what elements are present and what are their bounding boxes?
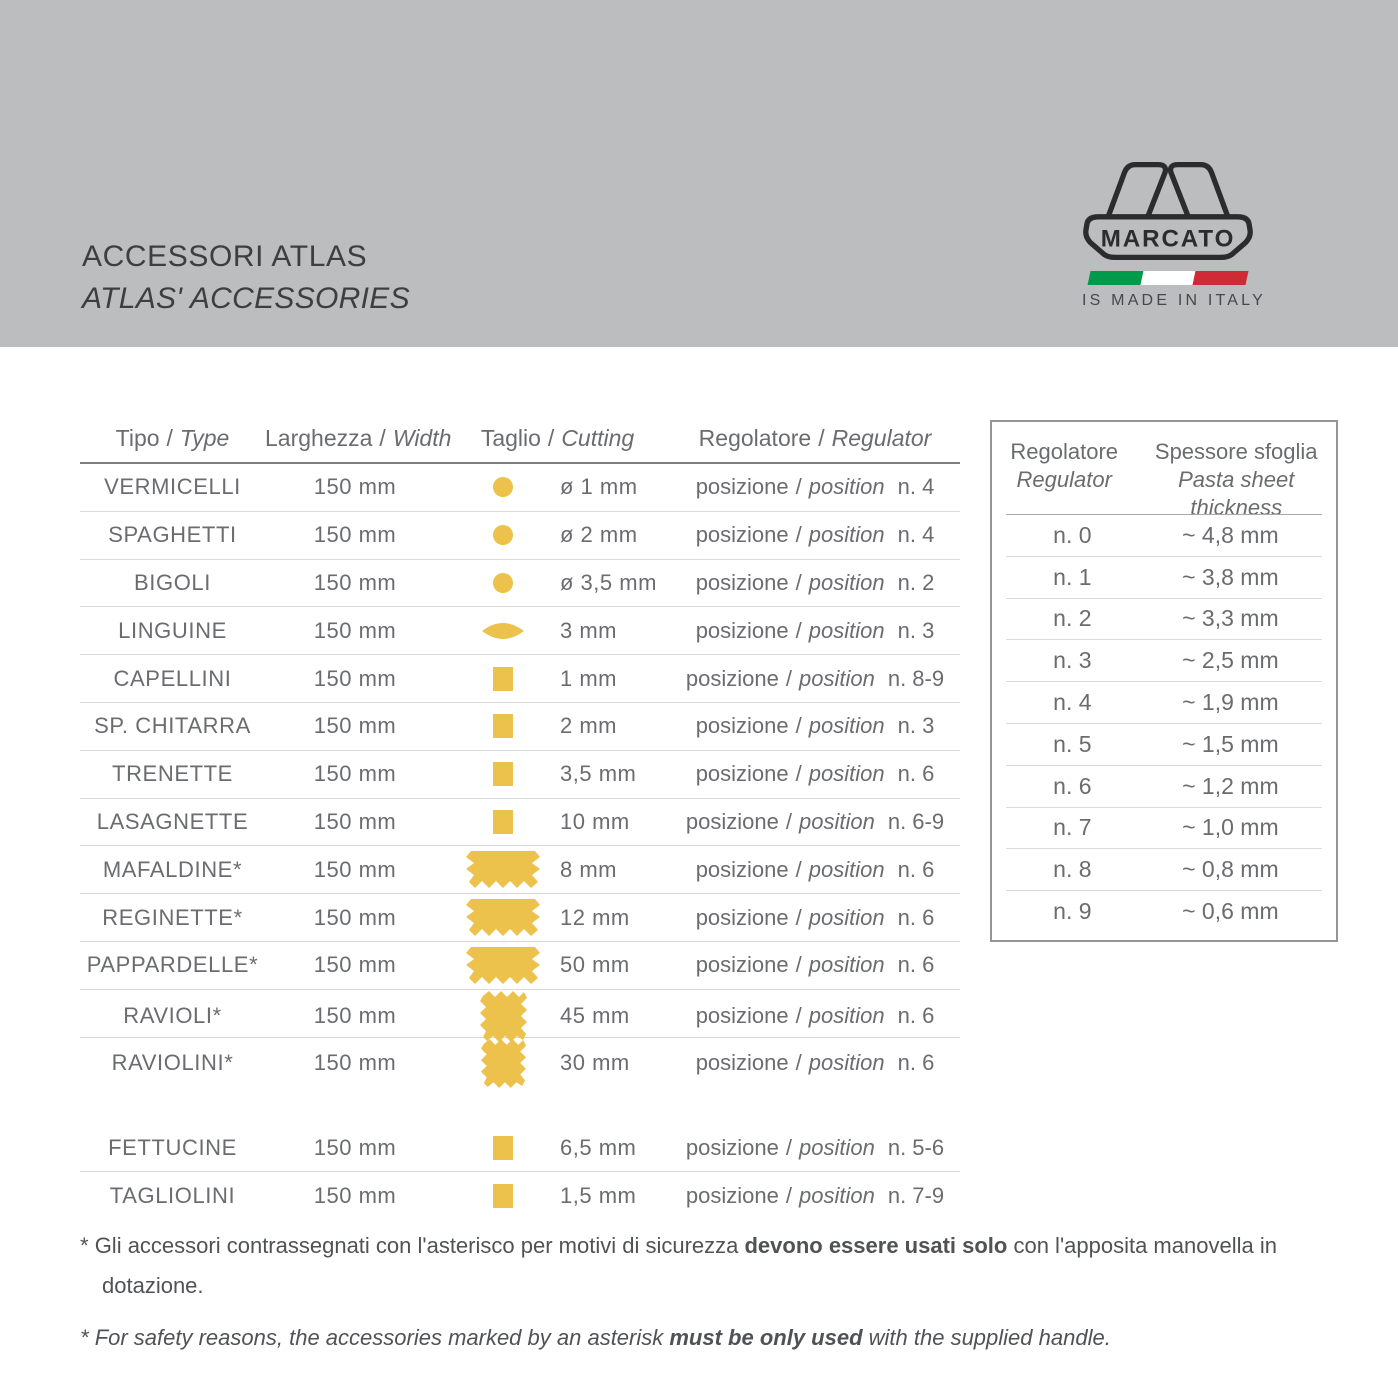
footnote-english-text: For safety reasons, the accessories marked by an asterisk must be only used with the supplied handle. — [94, 1325, 1111, 1350]
pasta-width: 150 mm — [313, 1003, 397, 1029]
accessories-table-header — [80, 414, 960, 464]
square-cut-icon — [445, 762, 560, 786]
circle-cut-icon — [445, 525, 560, 545]
table-row — [80, 990, 960, 1038]
table-row — [80, 751, 960, 799]
regulator-position: posizione / position n. 3 — [695, 617, 935, 643]
pasta-type: TRENETTE — [112, 761, 233, 787]
regulator-position: posizione / position n. 6 — [695, 904, 935, 930]
regulator-position: posizione / position n. 4 — [695, 522, 935, 548]
zigzag-square-cut-icon — [445, 1038, 560, 1089]
circle-cut-icon — [445, 573, 560, 593]
sheet-thickness: ~ 1,9 mm — [1182, 689, 1279, 716]
regulator-position: posizione / position n. 3 — [695, 713, 935, 739]
regulator-number: n. 5 — [1053, 730, 1092, 757]
footnote-asterisk: * — [80, 1233, 89, 1258]
footnote-italian — [80, 1226, 1357, 1306]
sheet-thickness: ~ 1,0 mm — [1182, 814, 1279, 841]
regulator-row — [1006, 557, 1322, 599]
table-row — [80, 799, 960, 847]
cut-size: 30 mm — [560, 1050, 630, 1076]
sheet-thickness: ~ 1,5 mm — [1182, 730, 1279, 757]
regulator-number: n. 3 — [1053, 647, 1092, 674]
regulator-row — [1006, 891, 1322, 932]
pasta-type: FETTUCINE — [108, 1134, 237, 1160]
pasta-width: 150 mm — [313, 1182, 397, 1208]
pasta-width: 150 mm — [313, 952, 397, 978]
regulator-row — [1006, 724, 1322, 766]
table-section-gap — [80, 1084, 960, 1124]
sheet-thickness: ~ 1,2 mm — [1182, 772, 1279, 799]
table-row — [80, 942, 960, 990]
pasta-width: 150 mm — [313, 904, 397, 930]
regulator-position: posizione / position n. 5-6 — [685, 1134, 945, 1160]
pasta-width: 150 mm — [313, 617, 397, 643]
footnote-asterisk: * — [80, 1325, 89, 1350]
marcato-badge-icon — [1083, 160, 1253, 262]
cut-size: 3 mm — [560, 617, 617, 643]
regulator-row — [1006, 515, 1322, 557]
thickness-column-header: Spessore sfoglia Pasta sheet thickness — [1154, 439, 1318, 520]
zigzag-ribbon-cut-icon — [445, 897, 560, 938]
page-title-english: ATLAS' ACCESSORIES — [82, 282, 410, 315]
regulator-row — [1006, 640, 1322, 682]
pasta-type: BIGOLI — [134, 569, 211, 595]
made-in-italy-text: IS MADE IN ITALY — [1082, 292, 1266, 309]
pasta-type: TAGLIOLINI — [109, 1182, 236, 1208]
table-row — [80, 1124, 960, 1172]
circle-cut-icon — [445, 477, 560, 497]
regulator-position: posizione / position n. 6 — [695, 856, 935, 882]
regulator-number: n. 0 — [1053, 521, 1092, 548]
regulator-position: posizione / position n. 6 — [695, 761, 935, 787]
cut-size: 8 mm — [560, 856, 617, 882]
zigzag-ribbon-cut-icon — [445, 849, 560, 890]
table-row — [80, 607, 960, 655]
table-row — [80, 464, 960, 512]
footnote-italian-text: Gli accessori contrassegnati con l'asterisco per motivi di sicurezza devono essere usati solo con l'apposita manovella in dotazione. — [94, 1233, 1277, 1298]
regulator-table-header — [992, 422, 1336, 522]
regulator-number: n. 8 — [1053, 856, 1092, 883]
pasta-type: PAPPARDELLE* — [86, 952, 259, 978]
cut-size: ø 3,5 mm — [560, 569, 657, 595]
cut-size: 2 mm — [560, 713, 617, 739]
sheet-thickness: ~ 0,8 mm — [1182, 856, 1279, 883]
table-row — [80, 894, 960, 942]
cut-size: 10 mm — [560, 808, 630, 834]
flag-red-stripe — [1193, 271, 1249, 285]
pasta-width: 150 mm — [313, 856, 397, 882]
zigzag-square-cut-icon — [445, 990, 560, 1043]
square-cut-icon — [445, 1184, 560, 1208]
pasta-width: 150 mm — [313, 1134, 397, 1160]
regulator-number: n. 2 — [1053, 605, 1092, 632]
regulator-position: posizione / position n. 6 — [695, 1050, 935, 1076]
sheet-thickness: ~ 0,6 mm — [1182, 898, 1279, 925]
regulator-number: n. 7 — [1053, 814, 1092, 841]
regulator-number: n. 4 — [1053, 689, 1092, 716]
pasta-width: 150 mm — [313, 665, 397, 691]
accessories-table — [80, 414, 960, 1219]
square-cut-icon — [445, 1136, 560, 1160]
sheet-thickness: ~ 3,3 mm — [1182, 605, 1279, 632]
lens-cut-icon — [445, 622, 560, 640]
regulator-row — [1006, 849, 1322, 891]
cut-size: 3,5 mm — [560, 761, 637, 787]
column-header-type: Tipo / Type — [115, 424, 230, 451]
regulator-position: posizione / position n. 6 — [695, 1003, 935, 1029]
table-row — [80, 846, 960, 894]
column-header-regulator: Regolatore / Regulator — [698, 424, 932, 451]
pasta-width: 150 mm — [313, 761, 397, 787]
square-cut-icon — [445, 714, 560, 738]
column-header-cutting: Taglio / Cutting — [480, 424, 635, 451]
table-row — [80, 512, 960, 560]
pasta-width: 150 mm — [313, 1050, 397, 1076]
regulator-thickness-table — [990, 420, 1338, 942]
table-row — [80, 1038, 960, 1085]
pasta-type: VERMICELLI — [104, 474, 241, 500]
pasta-width: 150 mm — [313, 808, 397, 834]
cut-size: 6,5 mm — [560, 1134, 637, 1160]
regulator-number: n. 1 — [1053, 563, 1092, 590]
flag-green-stripe — [1088, 271, 1144, 285]
pasta-type: LINGUINE — [118, 617, 227, 643]
marcato-logo — [1082, 160, 1266, 310]
sheet-thickness: ~ 2,5 mm — [1182, 647, 1279, 674]
zigzag-ribbon-cut-icon — [445, 945, 560, 986]
cut-size: 1 mm — [560, 665, 617, 691]
pasta-type: SP. CHITARRA — [94, 713, 251, 739]
regulator-row — [1006, 766, 1322, 808]
marcato-brand-text: MARCATO — [1100, 225, 1236, 253]
regulator-column-header: Regolatore Regulator — [1010, 439, 1119, 492]
flag-white-stripe — [1140, 271, 1196, 285]
regulator-row — [1006, 808, 1322, 850]
pasta-width: 150 mm — [313, 474, 397, 500]
regulator-position: posizione / position n. 6-9 — [685, 808, 945, 834]
pasta-type: LASAGNETTE — [96, 808, 249, 834]
column-header-width: Larghezza / Width — [265, 424, 452, 451]
pasta-type: RAVIOLINI* — [111, 1050, 234, 1076]
regulator-position: posizione / position n. 2 — [695, 569, 935, 595]
page-title-italian: ACCESSORI ATLAS — [82, 240, 368, 273]
table-row — [80, 560, 960, 608]
pasta-width: 150 mm — [313, 713, 397, 739]
square-cut-icon — [445, 810, 560, 834]
cut-size: ø 2 mm — [560, 522, 638, 548]
table-row — [80, 703, 960, 751]
pasta-width: 150 mm — [313, 569, 397, 595]
regulator-row — [1006, 599, 1322, 641]
cut-size: 50 mm — [560, 952, 630, 978]
regulator-position: posizione / position n. 6 — [695, 952, 935, 978]
table-row — [80, 655, 960, 703]
footnote-english — [80, 1318, 1357, 1358]
regulator-position: posizione / position n. 8-9 — [685, 665, 945, 691]
table-row — [80, 1172, 960, 1219]
regulator-number: n. 6 — [1053, 772, 1092, 799]
pasta-type: MAFALDINE* — [102, 856, 243, 882]
sheet-thickness: ~ 3,8 mm — [1182, 563, 1279, 590]
regulator-number: n. 9 — [1053, 898, 1092, 925]
regulator-table-rows — [1006, 514, 1322, 932]
regulator-position: posizione / position n. 7-9 — [685, 1182, 945, 1208]
regulator-position: posizione / position n. 4 — [695, 474, 935, 500]
pasta-type: CAPELLINI — [113, 665, 232, 691]
regulator-row — [1006, 682, 1322, 724]
pasta-type: REGINETTE* — [102, 904, 243, 930]
sheet-thickness: ~ 4,8 mm — [1182, 521, 1279, 548]
cut-size: ø 1 mm — [560, 474, 638, 500]
pasta-type: SPAGHETTI — [108, 522, 237, 548]
cut-size: 12 mm — [560, 904, 630, 930]
cut-size: 1,5 mm — [560, 1182, 637, 1208]
square-cut-icon — [445, 667, 560, 691]
pasta-width: 150 mm — [313, 522, 397, 548]
page-title — [82, 240, 410, 316]
italian-flag-icon — [1088, 271, 1249, 285]
pasta-type: RAVIOLI* — [123, 1003, 222, 1029]
cut-size: 45 mm — [560, 1003, 630, 1029]
